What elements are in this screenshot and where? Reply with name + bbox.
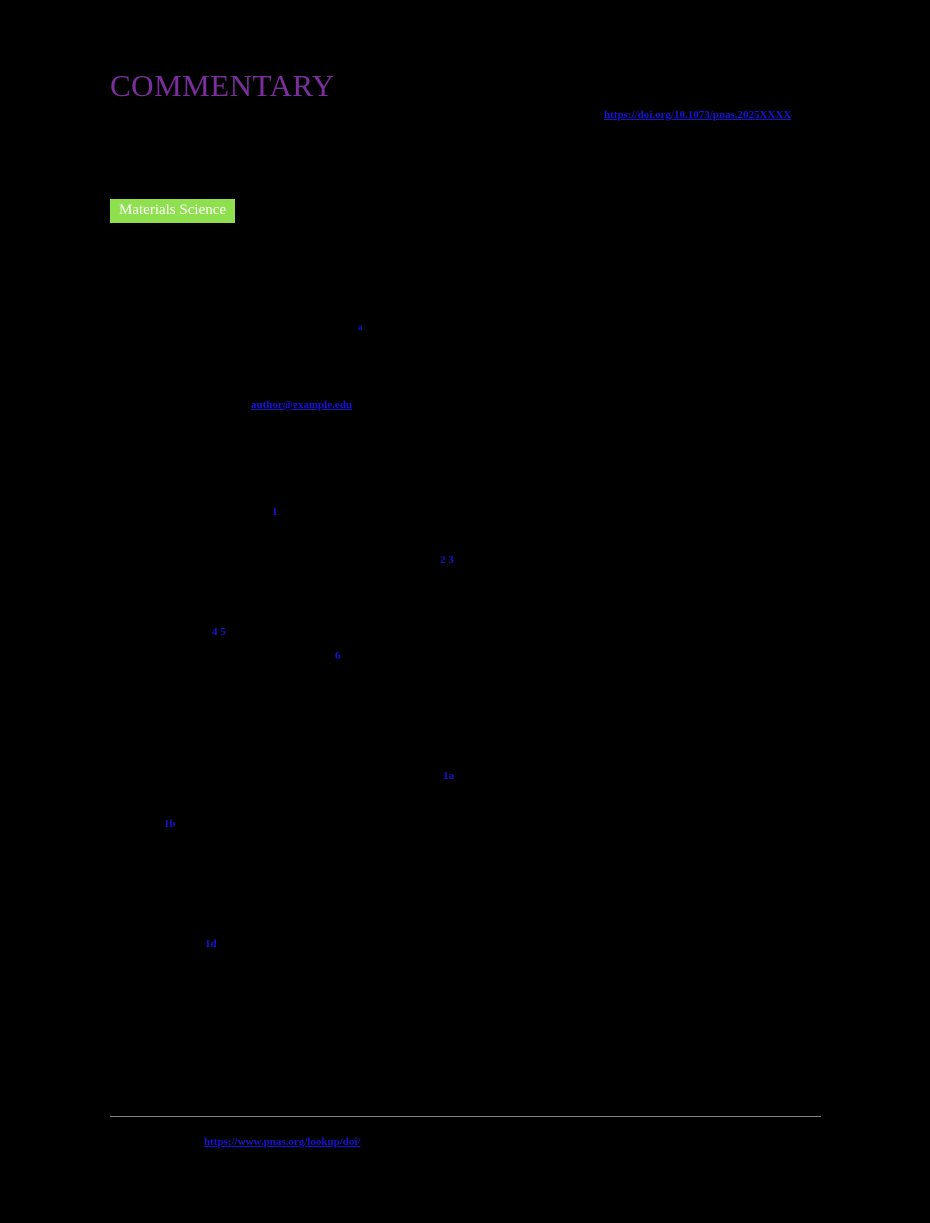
citation-ref-1[interactable]: 1 — [272, 506, 278, 518]
section-badge: Materials Science — [110, 199, 235, 223]
figure-ref-1a[interactable]: 1a — [443, 770, 454, 782]
citation-ref-4-5[interactable]: 4 5 — [212, 626, 226, 638]
figure-ref-1d[interactable]: 1d — [205, 938, 217, 950]
footer-doi-link[interactable]: https://www.pnas.org/lookup/doi/ — [204, 1136, 361, 1148]
doi-link[interactable]: https://doi.org/10.1073/pnas.2025XXXX — [604, 109, 792, 121]
figure-ref-1b[interactable]: 1b — [164, 818, 176, 830]
footer-divider — [110, 1116, 821, 1117]
affiliation-marker-a[interactable]: a — [358, 322, 363, 332]
citation-ref-6[interactable]: 6 — [335, 650, 341, 662]
corresponding-author-email[interactable]: author@example.edu — [251, 399, 352, 411]
citation-ref-2-3[interactable]: 2 3 — [440, 554, 454, 566]
page-title: COMMENTARY — [110, 68, 335, 103]
